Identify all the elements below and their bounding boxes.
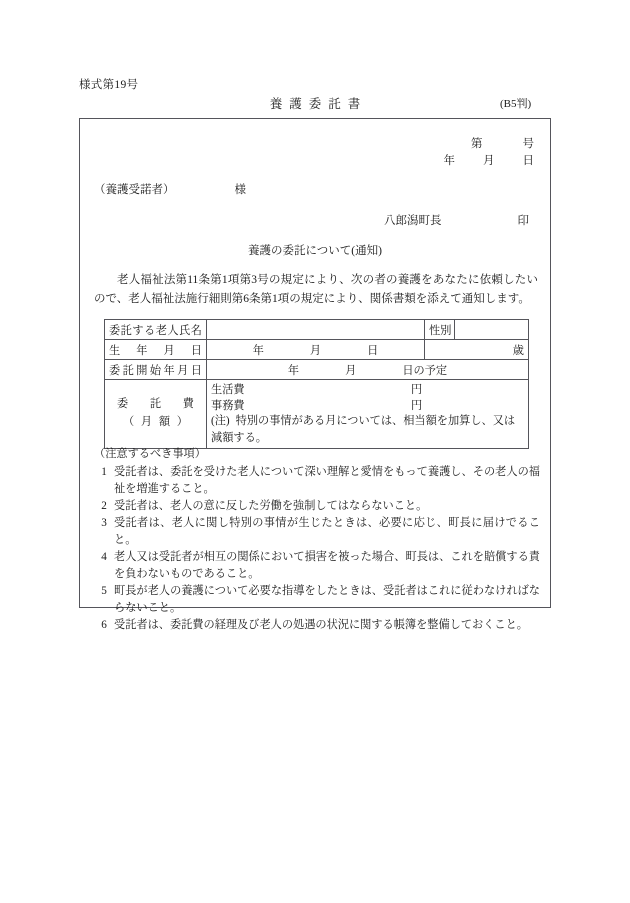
caution-item <box>94 498 540 515</box>
fee-breakdown-cell <box>207 380 529 449</box>
document-frame <box>79 118 551 632</box>
unit-living-cost: 円 <box>411 384 423 396</box>
fee-living-cost-line[interactable] <box>211 381 524 397</box>
caution-item <box>94 464 540 498</box>
seal-mark: 印 <box>517 215 529 227</box>
value-age[interactable] <box>425 340 529 360</box>
commission-details-table <box>104 319 529 449</box>
fee-note-tag: (注) <box>211 415 230 427</box>
caution-number: 1 <box>101 466 107 479</box>
caution-text: 老人又は受託者が相互の関係において損害を被った場合、町長は、これを賠償する責を負わないものであること。 <box>114 551 540 581</box>
caution-item <box>94 515 540 549</box>
addressee-line <box>94 181 246 197</box>
value-birthdate[interactable] <box>207 340 425 360</box>
label-living-cost: 生活費 <box>211 384 245 396</box>
date-year-label: 年 <box>443 155 455 167</box>
addressee-role: （養護受諾者） <box>94 184 175 196</box>
document-date-line <box>444 152 535 168</box>
label-sex: 性別 <box>425 320 455 340</box>
unit-admin-cost: 円 <box>411 400 423 412</box>
cautions-title: （注意するべき事項） <box>94 448 206 460</box>
start-day-label: 日の予定 <box>402 364 448 377</box>
document-number-suffix: 号 <box>522 138 534 150</box>
caution-text: 受託者は、委託費の経理及び老人の処遇の状況に関する帳簿を整備しておくこと。 <box>114 619 528 632</box>
caution-item <box>94 617 540 634</box>
caution-text: 受託者は、老人の意に反した労働を強制してはならないこと。 <box>114 500 428 513</box>
start-month-label: 月 <box>345 364 357 377</box>
document-title: 養護委託書 <box>269 97 368 111</box>
caution-text: 町長が老人の養護について必要な指導をしたときは、受託者はこれに従わなければならないこと。 <box>114 585 540 615</box>
caution-number: 6 <box>101 619 107 632</box>
value-elderly-name[interactable] <box>207 320 425 340</box>
birth-month-label: 月 <box>309 344 322 357</box>
label-commission-fee <box>105 380 207 449</box>
fee-note-text: 特別の事情がある月については、相当額を加算し、又は減額する。 <box>211 415 516 444</box>
start-year-label: 年 <box>287 364 300 377</box>
paper-size-label: (B5判) <box>500 98 532 110</box>
date-month-label: 月 <box>483 155 495 167</box>
fee-admin-cost-line[interactable] <box>211 397 524 413</box>
date-day-label: 日 <box>522 155 534 167</box>
document-number-line <box>471 135 534 151</box>
caution-number: 4 <box>101 551 107 564</box>
fee-note <box>211 413 524 447</box>
caution-text: 受託者は、委託を受けた老人について深い理解と愛情をもって養護し、その老人の福祉を増進すること。 <box>114 466 540 496</box>
caution-item <box>94 583 540 617</box>
age-unit-label: 歳 <box>512 344 524 357</box>
label-elderly-name: 委託する老人氏名 <box>105 320 207 340</box>
birth-day-label: 日 <box>367 344 379 357</box>
table-row-name <box>105 320 529 340</box>
caution-number: 5 <box>101 585 107 598</box>
label-commission-fee-line1: 委託費 <box>117 398 194 411</box>
cautions-section <box>94 446 540 634</box>
table-row-birthdate <box>105 340 529 360</box>
caution-number: 2 <box>101 500 107 513</box>
table-row-start-date <box>105 360 529 380</box>
value-sex[interactable] <box>455 320 529 340</box>
document-number-prefix: 第 <box>471 138 483 150</box>
label-start-date: 委託開始年月日 <box>105 360 207 380</box>
issuer-title: 八郎潟町長 <box>384 215 442 227</box>
caution-number: 3 <box>101 517 107 530</box>
issuer-line <box>384 212 529 228</box>
label-birthdate: 生年月日 <box>105 340 207 360</box>
body-paragraph: 老人福祉法第11条第1項第3号の規定により、次の者の養護をあなたに依頼したいので、老人福祉法施行細則第6条第1項の規定により、関係書類を添えて通知します。 <box>94 274 538 305</box>
addressee-honorific: 様 <box>234 184 246 196</box>
caution-text: 受託者は、老人に関し特別の事情が生じたときは、必要に応じ、町長に届けでること。 <box>114 517 540 547</box>
table-row-fee <box>105 380 529 449</box>
birth-year-label: 年 <box>252 344 264 357</box>
value-start-date[interactable] <box>207 360 529 380</box>
label-admin-cost: 事務費 <box>211 400 245 412</box>
caution-item <box>94 549 540 583</box>
form-number-label: 様式第19号 <box>79 79 139 91</box>
label-commission-fee-line2: （月額） <box>123 415 188 428</box>
subject-heading: 養護の委託について(通知) <box>248 245 382 257</box>
